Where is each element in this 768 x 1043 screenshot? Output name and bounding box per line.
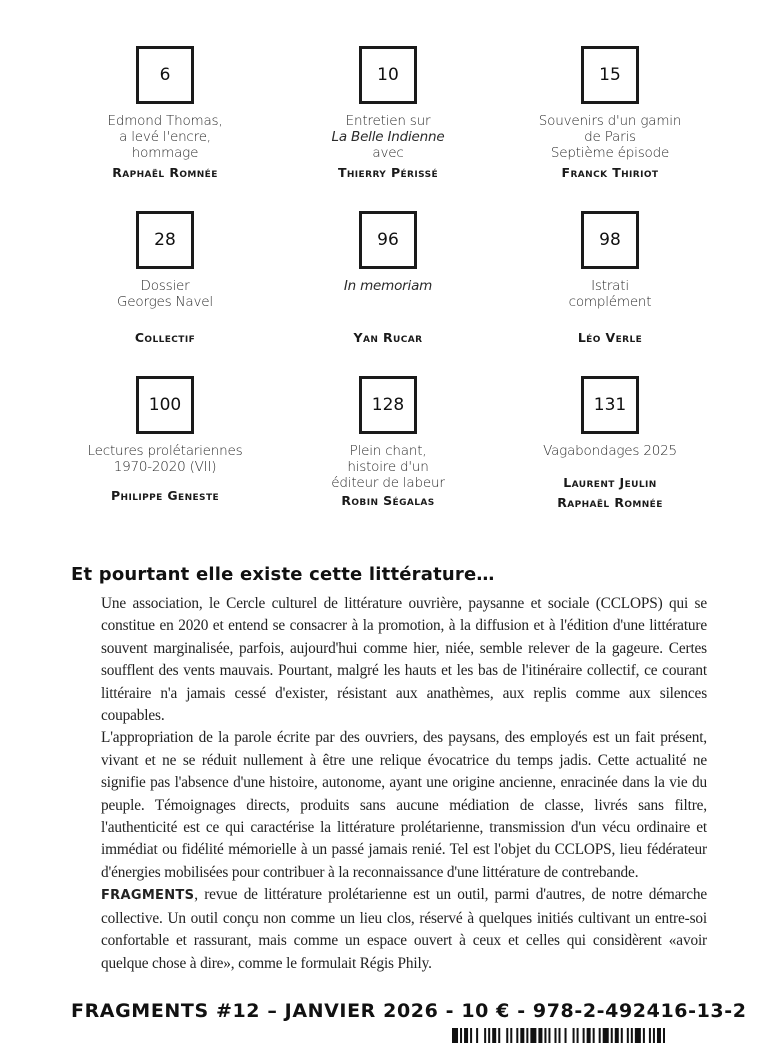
toc-entry[interactable]	[55, 211, 275, 348]
barcode-bar	[611, 1028, 613, 1043]
title-line: Dossier	[140, 278, 190, 294]
title-line: Septième épisode	[550, 145, 670, 161]
page-number-box	[359, 46, 417, 104]
title-line: éditeur de labeur	[331, 475, 445, 491]
toc-entry[interactable]	[55, 376, 275, 506]
barcode-bar	[476, 1028, 478, 1043]
barcode-bar	[492, 1028, 496, 1043]
title-line: histoire d'un	[347, 459, 429, 475]
barcode-bar	[635, 1028, 641, 1043]
page-number: 128	[371, 395, 405, 415]
author-name: Léo Verle	[577, 330, 643, 345]
barcode-bar	[643, 1028, 645, 1043]
barcode-bar	[510, 1028, 512, 1043]
author-name: Raphaël Romnée	[557, 495, 663, 510]
title-line: complément	[568, 294, 652, 310]
paragraph	[101, 884, 707, 975]
article-authors	[278, 163, 498, 183]
toc-entry[interactable]	[278, 376, 498, 511]
paragraph: L'appropriation de la parole écrite par des ouvriers, des paysans, des employés est un fait présent, vivant et ne se réduit nullement à être une relique évocatrice du temps jadis. Cette actualité ne signifie pas l'absence d'une histoire, autonome, ayant une origine ancienne, enracinée dans la vie du peuple. Témoignages directs, produits sans aucune médiation de classe, livrés sans filtre, l'authenticité est ce qui caractérise la littérature prolétarienne, transmission d'un vécu ordinaire et immédiat ou fidélité mémorielle à un passé jamais renié. Tel est l'objet du CCLOPS, lieu fédérateur d'énergies mobilisées pour contribuer à la reconnaissance d'une littérature de contrebande.	[101, 729, 707, 881]
page-number: 28	[154, 230, 176, 250]
page-number-box	[581, 376, 639, 434]
author-name: Philippe Geneste	[110, 488, 220, 503]
page-number-box	[581, 211, 639, 269]
page-number: 131	[593, 395, 627, 415]
barcode-bar	[653, 1028, 655, 1043]
title-line: de Paris	[584, 129, 636, 145]
author-name: Yan Rucar	[353, 330, 423, 345]
page-number: 98	[599, 230, 621, 250]
toc-entry[interactable]	[55, 46, 275, 183]
barcode-bar	[565, 1028, 567, 1043]
barcode-icon	[452, 1028, 667, 1043]
title-line: Georges Navel	[117, 294, 213, 310]
page-number: 100	[148, 395, 182, 415]
barcode-bar	[484, 1028, 486, 1043]
barcode-bar	[538, 1028, 542, 1043]
article-title	[55, 278, 275, 326]
barcode-bar	[587, 1028, 591, 1043]
page-number-box	[581, 46, 639, 104]
toc-entry[interactable]	[500, 46, 720, 183]
barcode-bar	[548, 1028, 550, 1043]
page-number-box	[136, 211, 194, 269]
barcode-bar	[516, 1028, 518, 1043]
page-number: 96	[377, 230, 399, 250]
article-authors	[55, 163, 275, 183]
barcode-bar	[657, 1028, 661, 1043]
article-authors	[500, 473, 720, 513]
title-line: Entretien sur	[345, 113, 431, 129]
barcode-bar	[506, 1028, 508, 1043]
page-number: 15	[599, 65, 621, 85]
section-heading: Et pourtant elle existe cette littérature…	[71, 564, 495, 585]
barcode-bar	[649, 1028, 651, 1043]
footer-issue-info: FRAGMENTS #12 – JANVIER 2026 - 10 € - 978-2-492416-13-2	[71, 1000, 747, 1022]
title-line: 1970-2020 (VII)	[113, 459, 217, 475]
article-title	[500, 443, 720, 465]
author-name: Collectif	[134, 330, 196, 345]
barcode-bar	[488, 1028, 490, 1043]
title-line: Istrati	[591, 278, 629, 294]
barcode-bar	[498, 1028, 500, 1043]
author-name: Robin Ségalas	[341, 493, 435, 508]
barcode-bar	[621, 1028, 623, 1043]
article-title	[55, 113, 275, 161]
barcode-bar	[599, 1028, 601, 1043]
barcode-bar	[593, 1028, 595, 1043]
title-line-italic: In memoriam	[343, 278, 433, 294]
article-authors	[278, 491, 498, 511]
barcode-bar	[603, 1028, 609, 1043]
paragraph-text: , revue de littérature prolétarienne est un outil, parmi d'autres, de notre démarche collective. Un outil conçu non comme un lieu clos, réservé à quelques initiés cultivant un entre-soi confortable et rassurant, mais comme un espace ouvert à ceux et celles qui considèrent «avoir quelque chose à dire», comme le formulait Régis Phily.	[101, 886, 707, 972]
toc-entry[interactable]	[500, 211, 720, 348]
article-title	[500, 278, 720, 326]
paragraph: Une association, le Cercle culturel de littérature ouvrière, paysanne et sociale (CCLOPS) qui se constitue en 2020 et entend se consacrer à la promotion, à la diffusion et à l'édition d'une littérature souvent marginalisée, parfois, aujourd'hui comme hier, niée, semble relever de la gageure. Certes soufflent des vents mauvais. Pourtant, malgré les hauts et les bas de l'itinéraire collectif, ce courant littéraire n'a jamais cessé d'exister, résistant aux anathèmes, aux replis comme aux silences coupables.	[101, 595, 707, 725]
article-authors	[500, 328, 720, 348]
title-line: Vagabondages 2025	[543, 443, 677, 459]
body-text	[101, 593, 707, 975]
brand-name: FRAGMENTS	[101, 888, 195, 904]
barcode-bar	[627, 1028, 629, 1043]
page-number-box	[136, 376, 194, 434]
page-number: 10	[377, 65, 399, 85]
author-name: Raphaël Romnée	[112, 165, 218, 180]
title-line: Edmond Thomas,	[107, 113, 223, 129]
title-line: Plein chant,	[349, 443, 427, 459]
article-title	[278, 443, 498, 491]
barcode-bar	[577, 1028, 579, 1043]
author-name: Franck Thiriot	[561, 165, 659, 180]
author-name: Thierry Périssé	[337, 165, 439, 180]
barcode-bar	[520, 1028, 524, 1043]
barcode-bar	[615, 1028, 619, 1043]
article-title	[278, 113, 498, 161]
title-line: Souvenirs d'un gamin	[538, 113, 682, 129]
barcode-bar	[460, 1028, 462, 1043]
page-number: 6	[159, 65, 171, 85]
article-authors	[500, 163, 720, 183]
title-line: Lectures prolétariennes	[87, 443, 243, 459]
barcode-bar	[464, 1028, 468, 1043]
page-number-box	[136, 46, 194, 104]
page-number-box	[359, 211, 417, 269]
barcode-bar	[583, 1028, 585, 1043]
title-line: hommage	[131, 145, 199, 161]
title-line: a levé l'encre,	[119, 129, 211, 145]
toc-entry[interactable]	[278, 211, 498, 348]
title-line-italic: La Belle Indienne	[331, 129, 445, 145]
toc-entry[interactable]	[500, 376, 720, 513]
barcode-bar	[554, 1028, 556, 1043]
author-name: Laurent Jeulin	[563, 475, 657, 490]
article-title	[55, 443, 275, 484]
article-authors	[278, 328, 498, 348]
barcode-bar	[470, 1028, 472, 1043]
article-title	[278, 278, 498, 326]
barcode-bar	[573, 1028, 575, 1043]
article-authors	[55, 486, 275, 506]
barcode-bar	[544, 1028, 546, 1043]
article-title	[500, 113, 720, 161]
barcode-bar	[631, 1028, 633, 1043]
title-line: avec	[372, 145, 404, 161]
barcode-bar	[452, 1028, 458, 1043]
barcode-bar	[530, 1028, 536, 1043]
article-authors	[55, 328, 275, 348]
barcode-bar	[663, 1028, 665, 1043]
page-number-box	[359, 376, 417, 434]
barcode-bar	[558, 1028, 560, 1043]
toc-entry[interactable]	[278, 46, 498, 183]
barcode-bar	[526, 1028, 528, 1043]
